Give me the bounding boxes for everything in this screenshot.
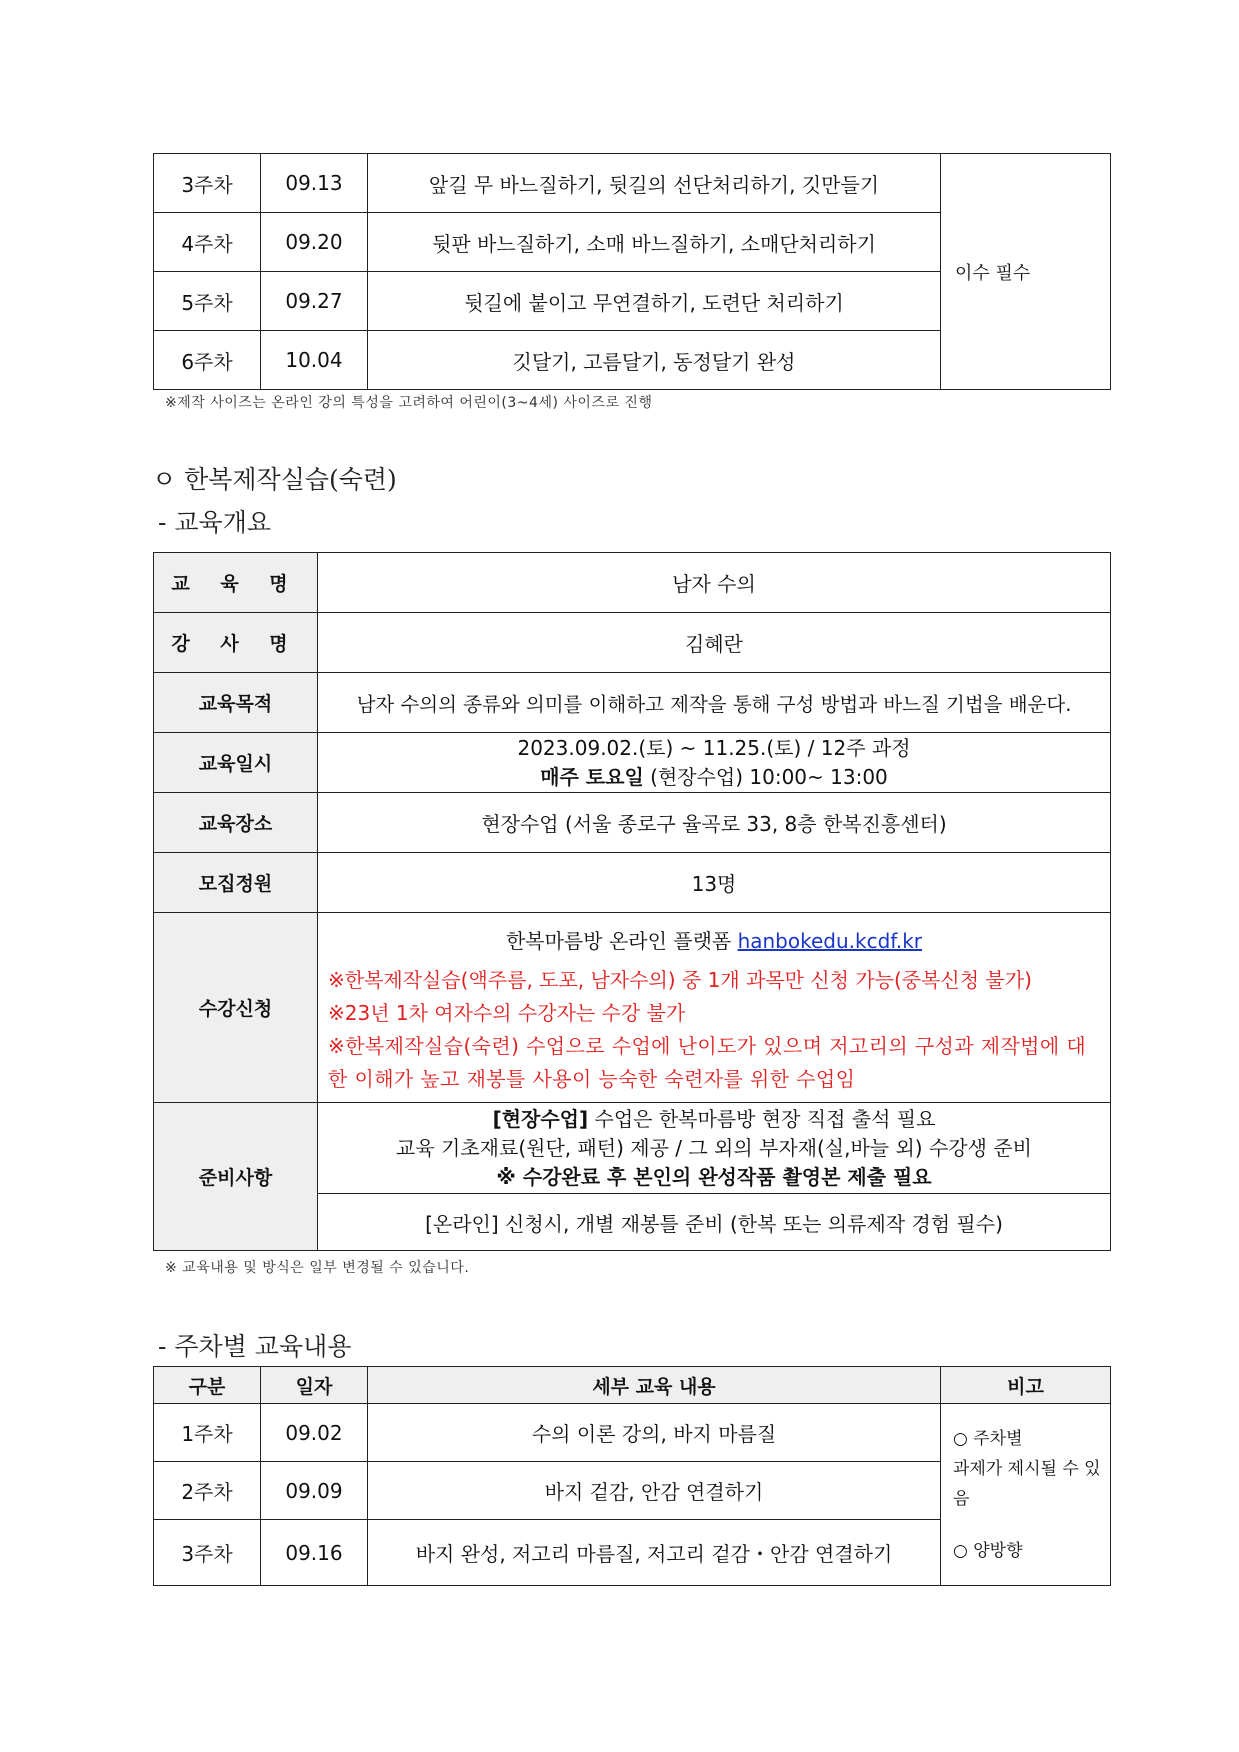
table-row: [154, 793, 1111, 853]
table-row: [154, 154, 1111, 213]
date-cell: 09.20: [261, 213, 368, 272]
change-note: ※ 교육내용 및 방식은 일부 변경될 수 있습니다.: [165, 1260, 470, 1276]
table-row: [154, 913, 1111, 1103]
instructor-value: 김혜란: [318, 613, 1111, 673]
overview-heading: - 교육개요: [158, 508, 271, 537]
onsite-tag: [현장수업]: [492, 1106, 589, 1131]
remark-cell: [941, 1404, 1111, 1586]
header-week: 구분: [154, 1367, 261, 1404]
date-cell: 09.27: [261, 272, 368, 331]
header-date: 일자: [261, 1367, 368, 1404]
week-cell: 3주차: [154, 1520, 261, 1586]
remark-cell: 이수 필수: [941, 154, 1111, 390]
content-cell: 바지 완성, 저고리 마름질, 저고리 겉감・안감 연결하기: [368, 1520, 941, 1586]
week-cell: 3주차: [154, 154, 261, 213]
weekly-time: [326, 763, 1102, 792]
prep-onsite: [318, 1103, 1111, 1194]
purpose-label: 교육목적: [154, 673, 318, 733]
header-content: 세부 교육 내용: [368, 1367, 941, 1404]
date-cell: 09.16: [261, 1520, 368, 1586]
week-cell: 4주차: [154, 213, 261, 272]
content-cell: 깃달기, 고름달기, 동정달기 완성: [368, 331, 941, 390]
place-label: 교육장소: [154, 793, 318, 853]
week-cell: 1주차: [154, 1404, 261, 1462]
content-cell: 수의 이론 강의, 바지 마름질: [368, 1404, 941, 1462]
week-cell: 2주차: [154, 1462, 261, 1520]
prep-label: 준비사항: [154, 1103, 318, 1251]
capacity-value: 13명: [318, 853, 1111, 913]
schedule-table-continued: [153, 153, 1111, 390]
table-row: [154, 733, 1111, 793]
course-name-value: 남자 수의: [318, 553, 1111, 613]
date-value: [318, 733, 1111, 793]
content-cell: 뒷길에 붙이고 무연결하기, 도련단 처리하기: [368, 272, 941, 331]
purpose-value: 남자 수의의 종류와 의미를 이해하고 제작을 통해 구성 방법과 바느질 기법을 배운다.: [318, 673, 1111, 733]
instructor-label: 강 사 명: [154, 613, 318, 673]
remark-line-1: ○ 주차별: [953, 1428, 1023, 1449]
apply-note-2: ※23년 1차 여자수의 수강자는 수강 불가: [328, 1001, 686, 1025]
content-cell: 바지 겉감, 안감 연결하기: [368, 1462, 941, 1520]
week-cell: 6주차: [154, 331, 261, 390]
apply-note-1: ※한복제작실습(액주름, 도포, 남자수의) 중 1개 과목만 신청 가능(중복신청 불가): [328, 968, 1032, 992]
header-remark: 비고: [941, 1367, 1111, 1404]
table-row: [154, 1404, 1111, 1462]
apply-platform: [328, 925, 1100, 958]
table-row: [154, 613, 1111, 673]
class-time: (현장수업) 10:00~ 13:00: [643, 764, 888, 789]
prep-line-3: ※ 수강완료 후 본인의 완성작품 촬영본 제출 필요: [496, 1164, 932, 1189]
table-row: [154, 1103, 1111, 1194]
capacity-label: 모집정원: [154, 853, 318, 913]
size-note: ※제작 사이즈는 온라인 강의 특성을 고려하여 어린이(3~4세) 사이즈로 진행: [165, 395, 653, 411]
table-row: [154, 673, 1111, 733]
remark-line-3: ○ 양방향: [953, 1540, 1023, 1561]
prep-line-1: [326, 1105, 1102, 1134]
onsite-text: 수업은 한복마름방 현장 직접 출석 필요: [588, 1106, 936, 1131]
prep-online: [온라인] 신청시, 개별 재봉틀 준비 (한복 또는 의류제작 경험 필수): [318, 1194, 1111, 1251]
table-row: [154, 553, 1111, 613]
prep-line-2: 교육 기초재료(원단, 패턴) 제공 / 그 외의 부자재(실,바늘 외) 수강생 준비: [396, 1135, 1032, 1160]
date-range: 2023.09.02.(토) ~ 11.25.(토) / 12주 과정: [517, 735, 911, 760]
apply-label: 수강신청: [154, 913, 318, 1103]
date-cell: 09.02: [261, 1404, 368, 1462]
date-label: 교육일시: [154, 733, 318, 793]
course-name-label: 교 육 명: [154, 553, 318, 613]
weekly-table: [153, 1366, 1111, 1586]
table-row: [154, 853, 1111, 913]
content-cell: 뒷판 바느질하기, 소매 바느질하기, 소매단처리하기: [368, 213, 941, 272]
apply-note-3: ※한복제작실습(숙련) 수업으로 수업에 난이도가 있으며 저고리의 구성과 제작법에 대한 이해가 높고 재봉틀 사용이 능숙한 숙련자를 위한 수업임: [328, 1034, 1087, 1091]
section-title: ㅇ 한복제작실습(숙련): [152, 465, 397, 494]
platform-name: 한복마름방 온라인 플랫폼: [505, 929, 738, 953]
table-header-row: [154, 1367, 1111, 1404]
weekly-heading: - 주차별 교육내용: [158, 1332, 352, 1361]
overview-table: [153, 552, 1111, 1251]
weekday-label: 매주 토요일: [540, 764, 644, 789]
platform-link[interactable]: hanbokedu.kcdf.kr: [737, 929, 923, 953]
apply-value: [318, 913, 1111, 1103]
content-cell: 앞길 무 바느질하기, 뒷길의 선단처리하기, 깃만들기: [368, 154, 941, 213]
date-cell: 09.13: [261, 154, 368, 213]
remark-line-2: 과제가 제시될 수 있음: [953, 1458, 1101, 1509]
date-cell: 10.04: [261, 331, 368, 390]
place-value: 현장수업 (서울 종로구 율곡로 33, 8층 한복진흥센터): [318, 793, 1111, 853]
date-cell: 09.09: [261, 1462, 368, 1520]
week-cell: 5주차: [154, 272, 261, 331]
